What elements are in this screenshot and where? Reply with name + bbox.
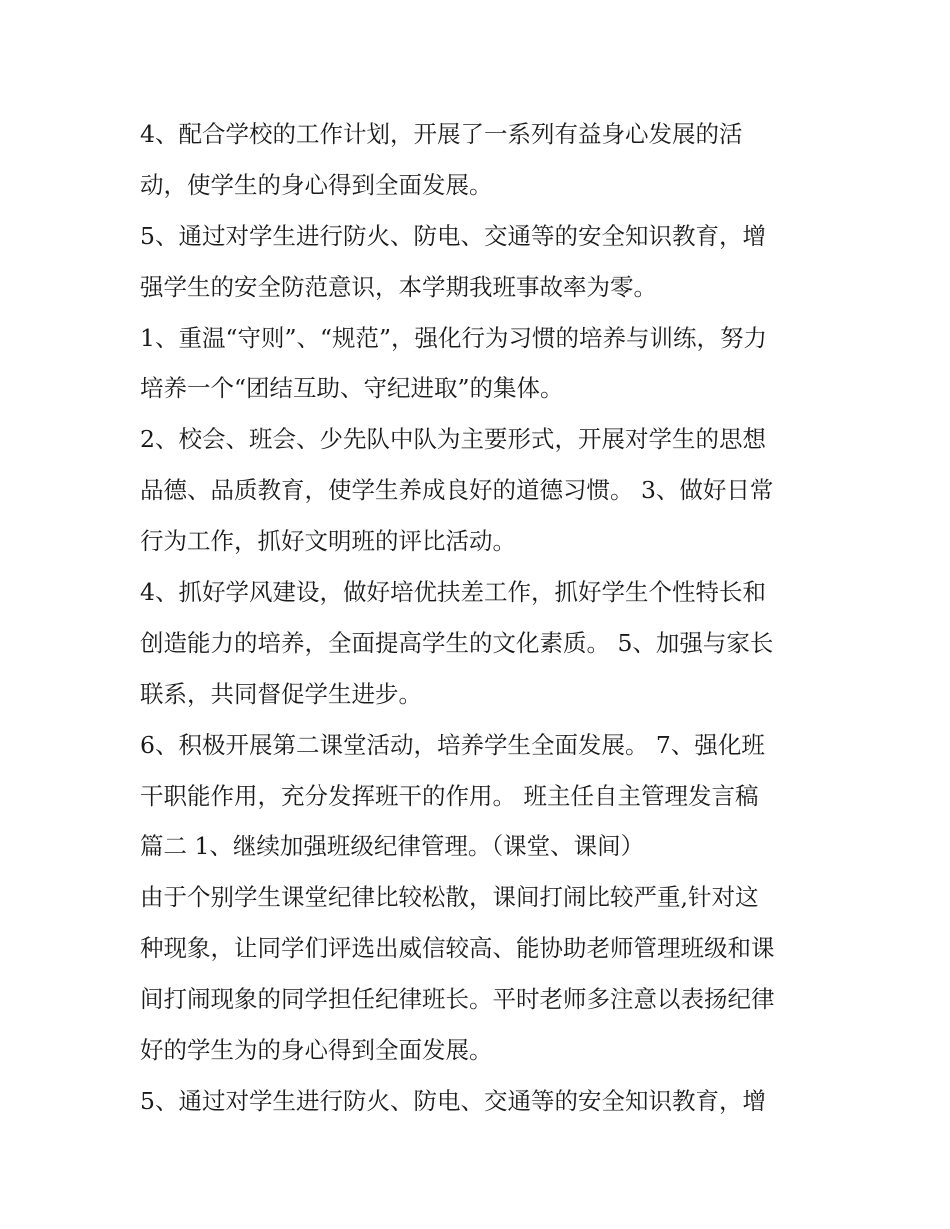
- text-line: 5、通过对学生进行防火、防电、交通等的安全知识教育，增: [140, 1086, 766, 1115]
- document-body: [140, 109, 830, 1127]
- text-line: 好的学生为的身心得到全面发展。: [140, 1036, 493, 1065]
- text-line: 4、抓好学风建设，做好培优扶差工作，抓好学生个性特长和: [140, 578, 766, 607]
- text-line: 5、通过对学生进行防火、防电、交通等的安全知识教育，增: [140, 221, 766, 250]
- text-line: 由于个别学生课堂纪律比较松散，课间打闹比较严重,针对这: [140, 883, 759, 912]
- text-line: 品德、品质教育，使学生养成良好的道德习惯。 3、做好日常: [140, 476, 774, 505]
- text-line: 强学生的安全防范意识，本学期我班事故率为零。: [140, 272, 657, 301]
- text-line: 联系，共同督促学生进步。: [140, 679, 422, 708]
- text-line: 2、校会、班会、少先队中队为主要形式，开展对学生的思想: [140, 425, 766, 454]
- text-line: 干职能作用，充分发挥班干的作用。 班主任自主管理发言稿: [140, 781, 759, 810]
- text-line: 种现象，让同学们评选出威信较高、能协助老师管理班级和课: [140, 934, 775, 963]
- text-line: 行为工作，抓好文明班的评比活动。: [140, 527, 516, 556]
- text-line: 1、重温“守则”、“规范”，强化行为习惯的培养与训练，努力: [140, 323, 768, 352]
- text-line: 培养一个“团结互助、守纪进取”的集体。: [140, 374, 564, 403]
- text-line: 6、积极开展第二课堂活动，培养学生全面发展。 7、强化班: [140, 730, 765, 759]
- text-line: 4、配合学校的工作计划，开展了一系列有益身心发展的活: [140, 120, 743, 148]
- text-line: 创造能力的培养，全面提高学生的文化素质。 5、加强与家长: [140, 628, 774, 657]
- text-line: 篇二 1、继续加强班级纪律管理。（课堂、课间）: [140, 832, 645, 861]
- text-line: 间打闹现象的同学担任纪律班长。平时老师多注意以表扬纪律: [140, 985, 775, 1014]
- text-line: 动，使学生的身心得到全面发展。: [140, 170, 493, 199]
